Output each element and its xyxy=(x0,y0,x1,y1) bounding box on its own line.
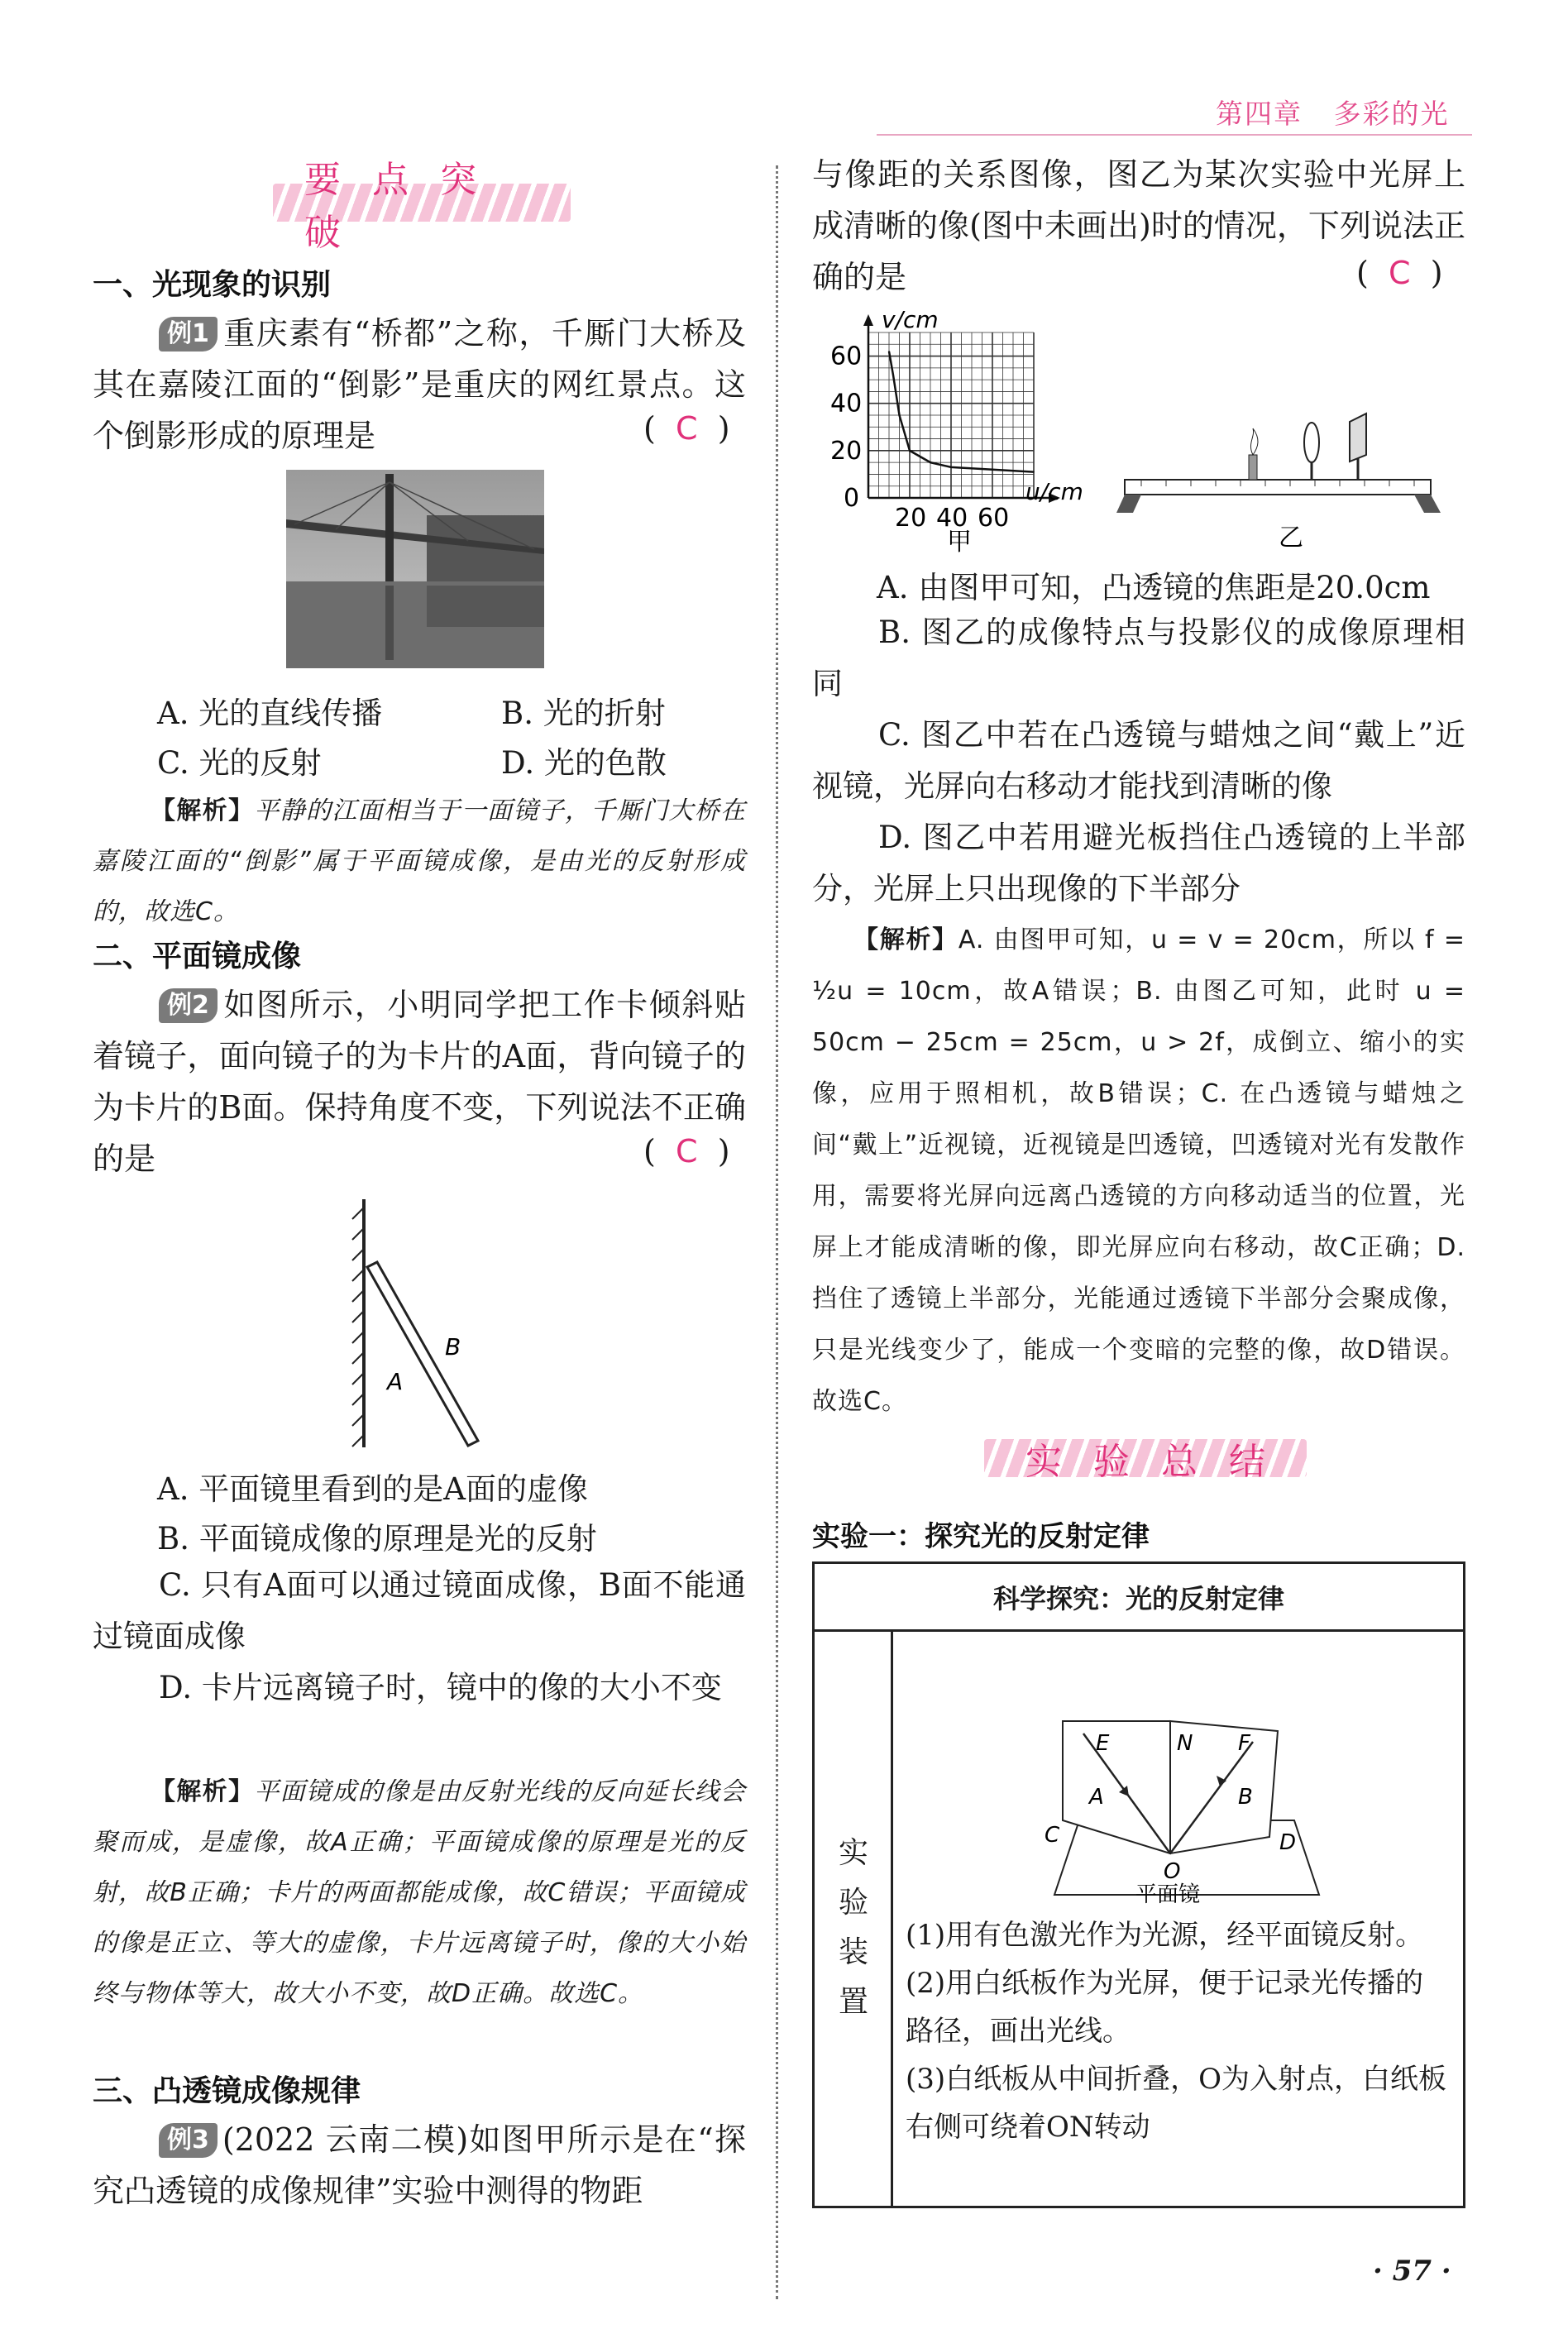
ex3-analysis-label: 【解析】 xyxy=(853,925,958,954)
table-item-1: (1)用有色激光作为光源，经平面镜反射。 xyxy=(906,1919,1424,1952)
uv-data-point xyxy=(992,469,993,471)
chapter-title: 多彩的光 xyxy=(1333,98,1450,130)
uv-data-point xyxy=(892,375,894,376)
photo-bridge-tower xyxy=(385,474,394,581)
bridge-reflection-photo xyxy=(286,470,544,668)
ex2-option-a: A. 平面镜里看到的是A面的虚像 xyxy=(157,1471,588,1507)
table-column-rule xyxy=(891,1632,893,2206)
label-e: E xyxy=(1096,1731,1110,1756)
y-tick-label: 60 xyxy=(830,342,863,371)
ex2-analysis xyxy=(93,1767,746,2019)
example-1-text: 重庆素有“桥都”之称，千厮门大桥及其在嘉陵江面的“倒影”是重庆的网红景点。这个倒影形成的原理是 xyxy=(93,315,746,454)
x-tick-label: 60 xyxy=(978,504,1010,533)
x-tick-label: 40 xyxy=(936,504,968,533)
reflection-apparatus-figure xyxy=(1045,1713,1319,1907)
table-items xyxy=(906,1911,1451,2151)
ex1-analysis-text: 平静的江面相当于一面镜子，千厮门大桥在嘉陵江面的“倒影”属于平面镜成像，是由光的反射形成的，故选C。 xyxy=(93,796,747,926)
bench-left-leg xyxy=(1116,495,1141,513)
label-c: C xyxy=(1045,1823,1060,1848)
reflection-law-table xyxy=(812,1561,1465,2208)
example-1-label: 例1 xyxy=(159,317,218,352)
page-number: · 57 · xyxy=(1373,2255,1451,2288)
table-item-3: (3)白纸板从中间折叠，O为入射点，白纸板右侧可绕着ON转动 xyxy=(906,2063,1447,2144)
label-o: O xyxy=(1164,1859,1181,1884)
example-2-answer-value: C xyxy=(675,1133,698,1169)
example-3-question-start xyxy=(93,2114,746,2217)
candle-flame xyxy=(1250,428,1258,455)
example-1-answer-value: C xyxy=(675,410,698,447)
y-axis-arrow xyxy=(863,314,873,326)
label-b: B xyxy=(1238,1785,1253,1810)
ex2-option-c: C. 只有A面可以通过镜面成像，B面不能通过镜面成像 xyxy=(93,1567,746,1654)
example-2-label: 例2 xyxy=(159,988,218,1023)
bench-rail xyxy=(1125,480,1431,495)
label-f: F xyxy=(1238,1731,1250,1756)
table-side-label: 实验装置 xyxy=(838,1836,868,2019)
uv-grid xyxy=(868,332,1034,498)
heading-plane-mirror: 二、平面镜成像 xyxy=(93,940,302,973)
example-3-label: 例3 xyxy=(159,2123,218,2158)
ex1-analysis xyxy=(93,786,746,937)
example-3-text: (2022 云南二模)如图甲所示是在“探究凸透镜的成像规律”实验中测得的物距 xyxy=(93,2121,746,2209)
convex-lens xyxy=(1304,423,1319,462)
uv-data-point xyxy=(909,450,911,452)
ex2-option-b: B. 平面镜成像的原理是光的反射 xyxy=(157,1521,597,1557)
uv-data-point xyxy=(888,351,890,352)
x-axis-label: u/cm xyxy=(1025,478,1083,505)
experiment-1-heading: 实验一：探究光的反射定律 xyxy=(812,1520,1150,1553)
chapter-header xyxy=(1216,93,1449,132)
column-divider xyxy=(776,165,778,2299)
mirror-card-svg xyxy=(339,1191,504,1456)
uv-graph-svg xyxy=(819,306,1100,557)
label-a: A xyxy=(1089,1785,1104,1810)
reflection-apparatus-svg xyxy=(1045,1713,1319,1907)
uv-graph xyxy=(819,306,1100,557)
ex2-analysis-text: 平面镜成的像是由反射光线的反向延长线会聚而成，是虚像，故A正确；平面镜成像的原理是光的反射，故B正确；卡片的两面都能成像，故C错误；平面镜成的像是正立、等大的虚像，卡片远离镜子时，像的大小始终与物体等大，故大小不变，故D正确。故选C。 xyxy=(93,1777,747,2008)
origin-label: 0 xyxy=(844,484,860,513)
section-title-experiment-summary xyxy=(984,1431,1307,1485)
y-tick-label: 40 xyxy=(830,389,863,418)
chapter-label: 第四章 xyxy=(1216,98,1303,130)
light-screen xyxy=(1350,414,1366,461)
section-title-text: 要点突破 xyxy=(304,159,508,254)
ex3-option-b: B. 图乙的成像特点与投影仪的成像原理相同 xyxy=(812,615,1465,701)
candle xyxy=(1249,455,1257,480)
mirror-hatching xyxy=(352,1208,364,1447)
example-3-question-cont: 与像距的关系图像，图乙为某次实验中光屏上成清晰的像(图中未画出)时的情况，下列说法正确的是 xyxy=(812,156,1465,295)
example-2-text: 如图所示，小明同学把工作卡倾斜贴着镜子，面向镜子的为卡片的A面，背向镜子的为卡片的B面。保持角度不变，下列说法不正确的是 xyxy=(93,987,746,1177)
uv-data-point xyxy=(1033,471,1035,473)
ex3-option-a: A. 由图甲可知，凸透镜的焦距是20.0cm xyxy=(877,570,1431,605)
example-2-answer: ( C ) xyxy=(643,1133,730,1169)
optical-bench-figure xyxy=(1116,389,1447,554)
bridge-photo-svg xyxy=(286,470,544,668)
card-face-a-label: A xyxy=(387,1368,404,1395)
y-tick-label: 20 xyxy=(830,436,863,466)
heading-light-phenomena: 一、光现象的识别 xyxy=(93,268,332,302)
label-d: D xyxy=(1279,1830,1297,1855)
ex1-option-d: D. 光的色散 xyxy=(501,745,667,781)
label-n: N xyxy=(1177,1731,1193,1756)
section-title-text: 实验总结 xyxy=(1025,1441,1297,1483)
ex2-option-d: D. 卡片远离镜子时，镜中的像的大小不变 xyxy=(159,1670,722,1705)
tilted-card xyxy=(367,1262,478,1446)
ex3-option-d: D. 图乙中若用避光板挡住凸透镜的上半部分，光屏上只出现像的下半部分 xyxy=(812,820,1465,906)
y-axis-label: v/cm xyxy=(882,306,939,333)
ex3-analysis-text: A. 由图甲可知，u = v = 20cm，所以 f = ½u = 10cm，故A错误；B. 由图乙可知，此时 u = 50cm − 25cm = 25cm，u > 2f，成倒立、缩小的实像，应用于照相机，故B错误；C. 在凸透镜与蜡烛之间“戴上”近视镜，近视镜是凹透镜，凹透镜对光有发散作用，需要将光屏向远离凸透镜的方向移动适当的位置，光屏上才能成清晰的像，即光屏应向右移动，故C正确；D. 挡住了透镜上半部分，光能通过透镜下半部分会聚成像，只是光线变少了，能成一个变暗的完整的像，故D错误。故选C。 xyxy=(812,925,1465,1416)
table-header: 科学探究：光的反射定律 xyxy=(815,1564,1463,1632)
label-plane-mirror: 平面镜 xyxy=(1135,1882,1201,1907)
ex3-analysis xyxy=(812,915,1465,1428)
uv-data-point xyxy=(899,414,901,416)
mirror-card-figure xyxy=(339,1191,504,1456)
photo-city-reflection xyxy=(427,586,544,627)
example-3-answer: ( C ) xyxy=(1356,255,1443,291)
ex1-analysis-label: 【解析】 xyxy=(151,796,255,825)
uv-data-point xyxy=(930,461,931,463)
section-title-key-points xyxy=(273,159,571,254)
table-item-2: (2)用白纸板作为光屏，便于记录光传播的路径，画出光线。 xyxy=(906,1967,1424,2048)
ex1-option-a: A. 光的直线传播 xyxy=(157,696,383,731)
ex3-option-c: C. 图乙中若在凸透镜与蜡烛之间“戴上”近视镜，光屏向右移动才能找到清晰的像 xyxy=(812,717,1465,804)
fig-b-caption: 乙 xyxy=(1279,524,1303,552)
optical-bench-svg xyxy=(1116,389,1447,554)
x-tick-label: 20 xyxy=(895,504,927,533)
uv-data-point xyxy=(950,466,952,468)
fig-a-caption: 甲 xyxy=(947,528,972,557)
ex1-option-c: C. 光的反射 xyxy=(157,745,322,781)
photo-tower-reflection xyxy=(385,586,394,660)
header-rule xyxy=(877,134,1472,136)
ex1-option-b: B. 光的折射 xyxy=(501,696,666,731)
example-3-answer-value: C xyxy=(1388,255,1411,291)
card-face-b-label: B xyxy=(445,1333,461,1361)
bench-right-leg xyxy=(1414,495,1441,513)
heading-convex-lens: 三、凸透镜成像规律 xyxy=(93,2074,361,2108)
example-1-answer: ( C ) xyxy=(643,410,730,447)
ex2-analysis-label: 【解析】 xyxy=(151,1777,255,1806)
